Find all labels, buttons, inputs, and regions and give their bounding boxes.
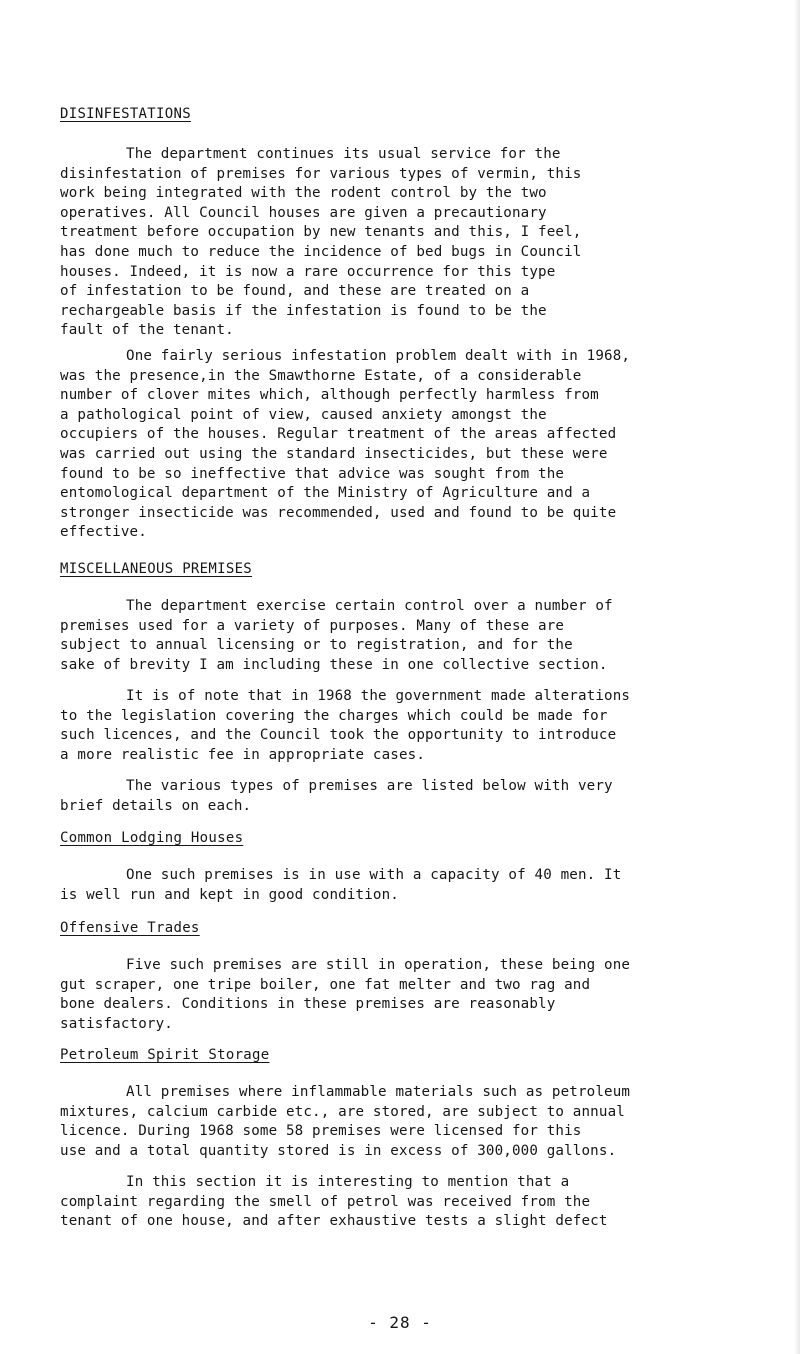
text-line: All premises where inflammable materials such as petroleum <box>126 1084 631 1100</box>
subsection-heading-petroleum-spirit-storage: Petroleum Spirit Storage <box>60 1047 270 1063</box>
text-line: licence. During 1968 some 58 premises were licensed for this <box>60 1123 582 1140</box>
subsection-heading-common-lodging-houses: Common Lodging Houses <box>60 830 244 846</box>
text-line: One fairly serious infestation problem dealt with in 1968, <box>126 348 631 364</box>
text-line: of infestation to be found, and these are treated on a <box>60 283 530 300</box>
paragraph <box>60 145 750 341</box>
text-line: It is of note that in 1968 the government made alterations <box>126 688 631 704</box>
text-line: mixtures, calcium carbide etc., are stored, are subject to annual <box>60 1103 625 1120</box>
text-line: is well run and kept in good condition. <box>60 886 399 903</box>
page-edge-shadow <box>794 0 800 1354</box>
text-line: Five such premises are still in operation, these being one <box>126 957 631 973</box>
text-line: sake of brevity I am including these in one collective section. <box>60 656 608 673</box>
text-line: gut scraper, one tripe boiler, one fat melter and two rag and <box>60 976 591 993</box>
text-line: use and a total quantity stored is in excess of 300,000 gallons. <box>60 1142 617 1159</box>
text-line: a pathological point of view, caused anxiety amongst the <box>60 406 547 423</box>
subsection-heading-offensive-trades: Offensive Trades <box>60 920 200 936</box>
section-heading-miscellaneous-premises: MISCELLANEOUS PREMISES <box>60 561 253 577</box>
text-line: effective. <box>60 524 147 541</box>
text-line: One such premises is in use with a capacity of 40 men. It <box>126 867 622 883</box>
text-line: satisfactory. <box>60 1015 173 1032</box>
text-line: such licences, and the Council took the opportunity to introduce <box>60 727 617 744</box>
text-line: has done much to reduce the incidence of bed bugs in Council <box>60 243 582 260</box>
text-line: The various types of premises are listed below with very <box>126 778 613 794</box>
text-line: to the legislation covering the charges which could be made for <box>60 707 608 724</box>
paragraph <box>60 687 750 765</box>
text-line: stronger insecticide was recommended, used and found to be quite <box>60 504 617 521</box>
text-line: premises used for a variety of purposes. Many of these are <box>60 617 565 634</box>
paragraph <box>60 597 750 675</box>
text-line: entomological department of the Ministry of Agriculture and a <box>60 485 591 502</box>
text-line: a more realistic fee in appropriate cases. <box>60 746 426 763</box>
text-line: The department exercise certain control over a number of <box>126 598 613 614</box>
text-line: number of clover mites which, although perfectly harmless from <box>60 387 599 404</box>
text-line: fault of the tenant. <box>60 322 234 339</box>
section-heading-disinfestations: DISINFESTATIONS <box>60 106 191 122</box>
text-line: In this section it is interesting to mention that a <box>126 1174 570 1190</box>
text-line: was carried out using the standard insecticides, but these were <box>60 445 608 462</box>
paragraph <box>60 777 750 816</box>
text-line: rechargeable basis if the infestation is found to be the <box>60 302 547 319</box>
text-line: disinfestation of premises for various types of vermin, this <box>60 165 582 182</box>
text-line: found to be so ineffective that advice was sought from the <box>60 465 565 482</box>
text-line: operatives. All Council houses are given a precautionary <box>60 204 547 221</box>
paragraph <box>60 866 750 905</box>
text-line: occupiers of the houses. Regular treatment of the areas affected <box>60 426 617 443</box>
text-line: bone dealers. Conditions in these premises are reasonably <box>60 996 556 1013</box>
text-line: brief details on each. <box>60 797 252 814</box>
paragraph <box>60 1173 750 1232</box>
paragraph <box>60 956 750 1034</box>
text-line: was the presence,in the Smawthorne Estate, of a considerable <box>60 367 582 384</box>
text-line: work being integrated with the rodent control by the two <box>60 185 547 202</box>
text-line: The department continues its usual service for the <box>126 146 561 162</box>
page-number: - 28 - <box>368 1313 432 1332</box>
text-line: tenant of one house, and after exhaustive tests a slight defect <box>60 1213 608 1230</box>
text-line: subject to annual licensing or to registration, and for the <box>60 637 573 654</box>
text-line: complaint regarding the smell of petrol was received from the <box>60 1193 591 1210</box>
text-line: treatment before occupation by new tenants and this, I feel, <box>60 224 582 241</box>
paragraph <box>60 1083 750 1161</box>
text-line: houses. Indeed, it is now a rare occurrence for this type <box>60 263 556 280</box>
paragraph <box>60 347 750 543</box>
